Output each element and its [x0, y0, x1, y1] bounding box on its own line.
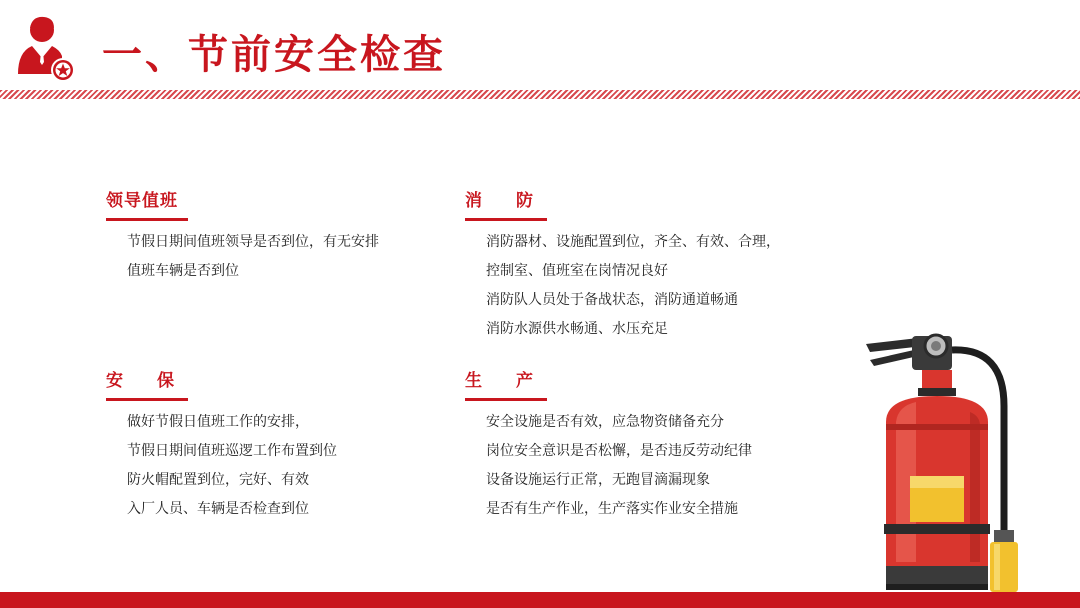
list-item: 入厂人员、车辆是否检查到位 — [127, 501, 309, 517]
footer-bar — [0, 592, 1080, 608]
list-item: 消防队人员处于备战状态，消防通道畅通 — [486, 292, 738, 308]
list-item: 节假日期间值班巡逻工作布置到位 — [127, 443, 337, 459]
section-title: 领导值班 — [106, 191, 178, 211]
section-list — [106, 228, 379, 286]
section-list — [465, 228, 780, 344]
list-item: 做好节假日值班工作的安排， — [127, 414, 309, 430]
section-leader-duty — [106, 190, 379, 286]
list-item: 控制室、值班室在岗情况良好 — [486, 263, 668, 279]
section-underline — [465, 398, 547, 401]
section-production — [465, 370, 752, 524]
list-item: 岗位安全意识是否松懈，是否违反劳动纪律 — [486, 443, 752, 459]
section-underline — [465, 218, 547, 221]
list-item: 防火帽配置到位，完好、有效 — [127, 472, 309, 488]
section-security — [106, 370, 337, 524]
section-title: 生 产 — [465, 371, 533, 391]
header-divider — [0, 90, 1080, 99]
list-item: 节假日期间值班领导是否到位，有无安排 — [127, 234, 379, 250]
list-item: 消防器材、设施配置到位，齐全、有效、合理， — [486, 234, 780, 250]
section-underline — [106, 398, 188, 401]
section-title: 消 防 — [465, 191, 533, 211]
section-fire-protection — [465, 190, 780, 344]
section-list — [106, 408, 337, 524]
person-star-icon — [14, 12, 78, 84]
section-list — [465, 408, 752, 524]
list-item: 是否有生产作业，生产落实作业安全措施 — [486, 501, 738, 517]
list-item: 安全设施是否有效，应急物资储备充分 — [486, 414, 724, 430]
list-item: 消防水源供水畅通、水压充足 — [486, 321, 668, 337]
page-title: 一、节前安全检查 — [102, 31, 446, 78]
list-item: 值班车辆是否到位 — [127, 263, 239, 279]
list-item: 设备设施运行正常，无跑冒滴漏现象 — [486, 472, 710, 488]
section-title: 安 保 — [106, 371, 174, 391]
fire-extinguisher-icon — [862, 326, 1022, 592]
section-underline — [106, 218, 188, 221]
